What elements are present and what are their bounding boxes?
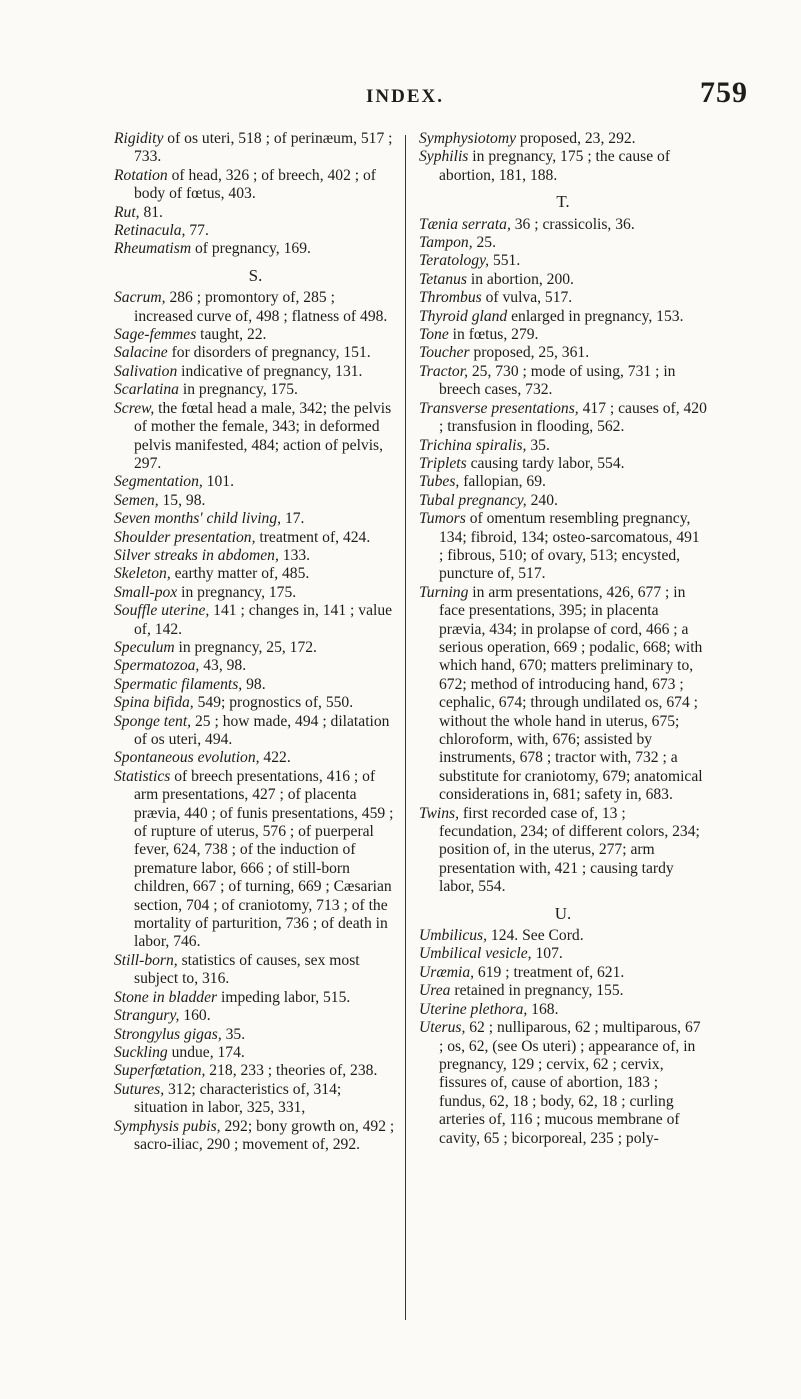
index-term: Urea <box>419 982 451 1000</box>
index-entry <box>419 289 707 307</box>
index-term: Statistics <box>114 767 171 785</box>
index-term: Rheumatism <box>114 240 192 258</box>
index-entry <box>419 344 707 362</box>
index-references: 25. <box>472 234 496 252</box>
index-term: Symphysis pubis, <box>114 1117 221 1135</box>
index-entry <box>114 344 397 362</box>
index-term: Segmentation, <box>114 473 203 491</box>
index-entry <box>114 167 397 204</box>
index-references: 43, 98. <box>199 657 247 675</box>
index-term: Turning <box>419 583 469 601</box>
index-references: 292; bony growth on, 492 ; sacro-iliac, 290 ; movement of, 292. <box>134 1117 395 1153</box>
index-references: 619 ; treatment of, 621. <box>474 963 625 981</box>
index-references: earthy matter of, 485. <box>170 565 310 583</box>
index-entry <box>419 945 707 963</box>
index-references: 98. <box>242 675 266 693</box>
index-entry <box>114 676 397 694</box>
index-entry <box>419 492 707 510</box>
index-references: statistics of causes, sex most subject to, 316. <box>134 951 360 988</box>
index-entry <box>419 400 707 437</box>
index-entry <box>419 271 707 289</box>
index-term: Symphysiotomy <box>419 130 517 147</box>
index-references: 549; prognostics of, 550. <box>193 694 354 712</box>
index-entry <box>114 1081 397 1118</box>
index-references: 312; characteristics of, 314; situation in labor, 325, 331, <box>134 1080 342 1117</box>
index-references: 25, 730 ; mode of using, 731 ; in breech cases, 732. <box>439 362 676 399</box>
index-entry <box>114 584 397 602</box>
index-entry <box>114 326 397 344</box>
index-references: in pregnancy, 175 ; the cause of abortion, 181, 188. <box>439 148 671 184</box>
index-term: Sutures, <box>114 1080 165 1098</box>
index-term: Strangury, <box>114 1007 180 1025</box>
running-title: INDEX. <box>366 86 444 107</box>
index-entry <box>114 657 397 675</box>
index-references: in pregnancy, 175. <box>177 583 297 601</box>
index-references: for disorders of pregnancy, 151. <box>167 344 371 362</box>
index-term: Stone in bladder <box>114 988 218 1006</box>
index-entry <box>419 584 707 805</box>
index-references: enlarged in pregnancy, 153. <box>507 307 684 325</box>
index-references: the fœtal head a male, 342; the pelvis of mother the female, 343; in deformed pelvis manifested, 484; action of pelvis, 297. <box>134 399 392 472</box>
index-term: Thyroid gland <box>419 307 508 325</box>
index-references: of vulva, 517. <box>481 289 573 307</box>
index-references: of head, 326 ; of breech, 402 ; of body of fœtus, 403. <box>134 166 377 203</box>
index-entry <box>419 437 707 455</box>
index-references: impeding labor, 515. <box>217 988 351 1006</box>
index-entry <box>419 234 707 252</box>
index-references: 35. <box>221 1025 246 1043</box>
index-references: fallopian, 69. <box>459 473 546 491</box>
index-references: proposed, 23, 292. <box>516 130 636 147</box>
index-term: Uræmia, <box>419 963 475 981</box>
index-term: Uterus, <box>419 1019 466 1037</box>
index-term: Souffle uterine, <box>114 602 210 620</box>
index-term: Salivation <box>114 362 178 380</box>
index-references: 81. <box>139 203 163 221</box>
index-entry <box>419 455 707 473</box>
index-references: in pregnancy, 25, 172. <box>174 638 317 656</box>
index-entry <box>114 473 397 491</box>
index-entry <box>114 1026 397 1044</box>
index-references: in fœtus, 279. <box>448 326 539 344</box>
index-references: undue, 174. <box>167 1043 245 1061</box>
index-entry <box>114 130 397 167</box>
index-references: first recorded case of, 13 ; fecundation, 234; of different colors, 234; position of, in the uterus, 277; arm presentation with, 421 ; causing tardy labor, 554. <box>439 804 700 896</box>
index-term: Salacine <box>114 344 168 362</box>
index-entry <box>114 749 397 767</box>
index-entry <box>114 602 397 639</box>
index-entry <box>114 1118 397 1155</box>
index-term: Tampon, <box>419 234 473 252</box>
index-term: Trichina spiralis, <box>419 436 527 454</box>
index-entry <box>114 204 397 222</box>
index-entry <box>419 130 707 148</box>
index-references: 36 ; crassicolis, 36. <box>510 215 635 233</box>
index-term: Spermatic filaments, <box>114 675 243 693</box>
index-entry <box>114 400 397 474</box>
index-entry <box>114 381 397 399</box>
index-term: Retinacula, <box>114 222 186 240</box>
index-entry <box>114 547 397 565</box>
index-references: 133. <box>278 546 311 564</box>
index-term: Sponge tent, <box>114 712 192 730</box>
index-entry <box>114 1044 397 1062</box>
index-entry <box>419 510 707 584</box>
index-term: Semen, <box>114 491 159 509</box>
index-entry <box>114 363 397 381</box>
section-letter: U. <box>554 903 572 923</box>
page-header <box>0 76 801 116</box>
index-entry <box>419 148 707 185</box>
index-references: 77. <box>185 222 209 240</box>
index-entry <box>419 1019 707 1148</box>
index-term: Rigidity <box>114 130 164 147</box>
index-references: retained in pregnancy, 155. <box>450 982 624 1000</box>
index-term: Rotation <box>114 166 168 184</box>
index-term: Sacrum, <box>114 289 166 307</box>
index-term: Seven months' child living, <box>114 510 282 528</box>
index-term: Rut, <box>114 203 140 221</box>
index-entry <box>114 989 397 1007</box>
index-term: Tubes, <box>419 473 460 491</box>
index-column-right <box>419 130 707 1148</box>
index-term: Spermatozoa, <box>114 657 200 675</box>
index-entry <box>419 473 707 491</box>
index-references: 25 ; how made, 494 ; dilatation of os uteri, 494. <box>134 712 390 748</box>
index-references: indicative of pregnancy, 131. <box>177 362 363 380</box>
index-entry <box>114 768 397 952</box>
index-references: treatment of, 424. <box>255 528 371 546</box>
index-term: Superfœtation, <box>114 1062 206 1080</box>
index-entry <box>114 510 397 528</box>
index-entry <box>114 240 397 258</box>
index-references: of omentum resembling pregnancy, 134; fibroid, 134; osteo-sarcomatous, 491 ; fibrous, 510; of ovary, 513; encysted, puncture of, 517. <box>439 510 700 583</box>
index-entry <box>419 308 707 326</box>
section-letter: S. <box>248 265 263 285</box>
index-references: 35. <box>526 436 550 454</box>
index-references: in arm presentations, 426, 677 ; in face presentations, 395; in placenta prævia, 434; in prolapse of cord, 466 ; a serious operation, 669 ; podalic, 668; with which hand, 670; matters preliminary to, 672; method of introducing hand, 673 ; cephalic, 674; through undilated os, 674 ; without the whole hand in uterus, 675; chloroform, with, 676; assisted by instruments, 678 ; tractor with, 732 ; a substitute for craniotomy, 679; anatomical considerations in, 681; safety in, 683. <box>439 583 703 804</box>
index-term: Teratology, <box>419 252 490 270</box>
index-references: 101. <box>202 473 234 491</box>
index-entry <box>114 1062 397 1080</box>
index-term: Toucher <box>419 344 470 362</box>
index-entry <box>114 492 397 510</box>
index-column-left <box>114 130 397 1154</box>
index-term: Strongylus gigas, <box>114 1025 222 1043</box>
index-references: 160. <box>179 1007 211 1025</box>
index-entry <box>419 982 707 1000</box>
index-references: of pregnancy, 169. <box>191 240 311 258</box>
index-entry <box>114 1007 397 1025</box>
index-term: Tone <box>419 326 449 344</box>
index-term: Thrombus <box>419 289 482 307</box>
index-term: Syphilis <box>419 148 469 166</box>
index-entry <box>114 713 397 750</box>
index-term: Suckling <box>114 1043 168 1061</box>
index-term: Screw, <box>114 399 155 417</box>
index-references: proposed, 25, 361. <box>469 344 590 362</box>
index-term: Tetanus <box>419 270 467 288</box>
index-entry <box>114 529 397 547</box>
index-entry <box>419 805 707 897</box>
index-references: 551. <box>489 252 521 270</box>
section-letter: T. <box>556 192 570 212</box>
index-references: causing tardy labor, 554. <box>466 454 625 472</box>
index-term: Spina bifida, <box>114 694 194 712</box>
index-term: Triplets <box>419 454 467 472</box>
index-references: 417 ; causes of, 420 ; transfusion in flooding, 562. <box>439 399 707 436</box>
index-references: 422. <box>259 749 291 767</box>
index-references: of os uteri, 518 ; of perinæum, 517 ; 733. <box>134 130 393 166</box>
index-term: Transverse presentations, <box>419 399 579 417</box>
index-references: 168. <box>527 1000 559 1018</box>
index-references: 15, 98. <box>158 491 206 509</box>
index-entry <box>114 565 397 583</box>
index-term: Uterine plethora, <box>419 1000 528 1018</box>
index-references: 62 ; nulliparous, 62 ; multiparous, 67 ; os, 62, (see Os uteri) ; appearance of, in pregnancy, 129 ; cervix, 62 ; cervix, fissures of, cause of abortion, 183 ; fundus, 62, 18 ; body, 62, 18 ; curling arteries of, 116 ; mucous membrane of cavity, 65 ; bicorporeal, 235 ; poly- <box>439 1019 701 1147</box>
index-term: Umbilicus, <box>419 927 488 945</box>
index-term: Spontaneous evolution, <box>114 749 260 767</box>
index-term: Scarlatina <box>114 381 179 399</box>
index-entry <box>419 964 707 982</box>
index-references: in abortion, 200. <box>466 270 574 288</box>
index-term: Small-pox <box>114 583 178 601</box>
index-term: Silver streaks in abdomen, <box>114 546 279 564</box>
index-entry <box>114 639 397 657</box>
index-references: taught, 22. <box>196 326 267 344</box>
index-term: Skeleton, <box>114 565 171 583</box>
index-term: Tractor, <box>419 362 468 380</box>
index-entry <box>114 222 397 240</box>
index-references: of breech presentations, 416 ; of arm presentations, 427 ; of placenta prævia, 440 ; of funis presentations, 459 ; of rupture of uterus, 576 ; of puerperal fever, 624, 738 ; of the induction of premature labor, 666 ; of still-born children, 667 ; of turning, 669 ; Cæsarian section, 704 ; of craniotomy, 713 ; of the mortality of parturition, 736 ; of death in labor, 746. <box>134 767 394 951</box>
index-term: Still-born, <box>114 951 178 969</box>
index-entry <box>114 952 397 989</box>
index-term: Speculum <box>114 638 175 656</box>
index-term: Tænia serrata, <box>419 215 511 233</box>
column-divider <box>405 135 406 1320</box>
index-entry <box>419 326 707 344</box>
index-references: 124. See Cord. <box>487 927 584 945</box>
page-number: 759 <box>700 76 748 109</box>
index-entry <box>419 927 707 945</box>
index-entry <box>114 694 397 712</box>
index-entry <box>419 363 707 400</box>
index-references: in pregnancy, 175. <box>178 381 298 399</box>
index-entry <box>419 1001 707 1019</box>
index-entry <box>419 216 707 234</box>
index-term: Tumors <box>419 510 466 528</box>
index-references: 17. <box>281 510 305 528</box>
index-references: 218, 233 ; theories of, 238. <box>205 1062 378 1080</box>
index-term: Tubal pregnancy, <box>419 491 527 509</box>
index-references: 107. <box>531 945 563 963</box>
index-references: 240. <box>526 491 558 509</box>
index-term: Shoulder presentation, <box>114 528 256 546</box>
index-references: 286 ; promontory of, 285 ; increased curve of, 498 ; flatness of 498. <box>134 289 388 325</box>
index-entry <box>419 252 707 270</box>
index-entry <box>114 289 397 326</box>
index-term: Umbilical vesicle, <box>419 945 532 963</box>
index-references: 141 ; changes in, 141 ; value of, 142. <box>134 602 393 638</box>
index-term: Twins, <box>419 804 460 822</box>
index-term: Sage-femmes <box>114 326 197 344</box>
